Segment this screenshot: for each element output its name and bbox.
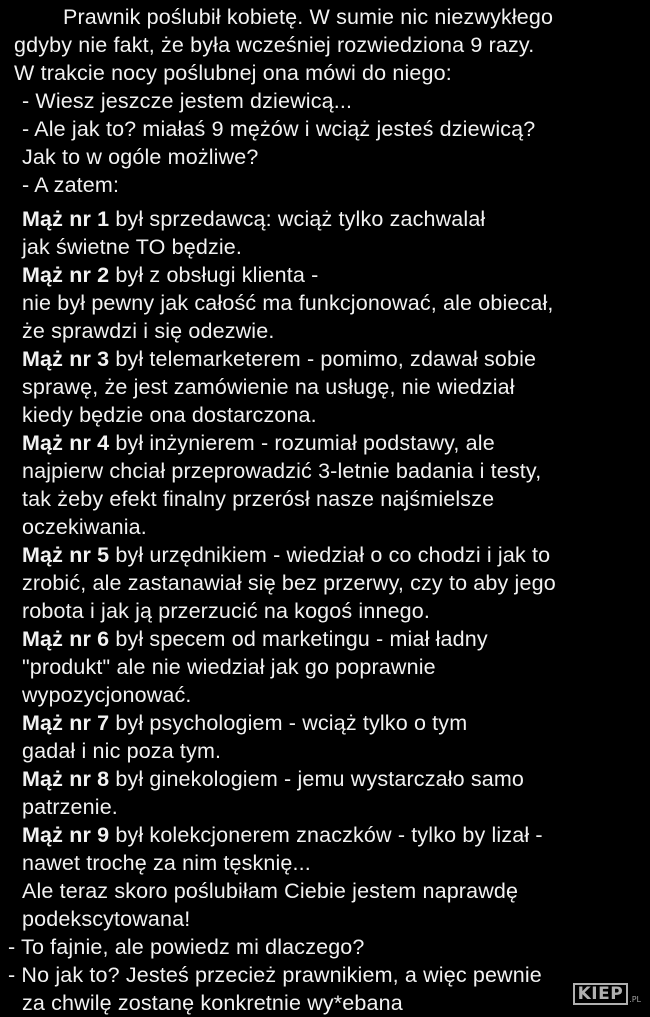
text-span: był z obsługi klienta - (109, 263, 319, 287)
text-line: Jak to w ogóle możliwe? (22, 145, 259, 169)
text-span: był kolekcjonerem znaczków - tylko by lizał - (109, 823, 543, 847)
husband-label: Mąż nr 7 (22, 711, 110, 735)
text-line: - Wiesz jeszcze jestem dziewicą... (22, 89, 353, 113)
text-span: był inżynierem - rozumiał podstawy, ale (109, 431, 495, 455)
husband-label: Mąż nr 6 (22, 627, 110, 651)
text-line: za chwilę zostanę konkretnie wy*ebana (22, 991, 403, 1015)
text-line: kiedy będzie ona dostarczona. (22, 403, 317, 427)
husband-label: Mąż nr 4 (22, 431, 110, 455)
text-span: był telemarketerem - pomimo, zdawał sobie (109, 347, 537, 371)
watermark-tld: .PL (629, 995, 641, 1004)
text-span: był sprzedawcą: wciąż tylko zachwalał (109, 207, 486, 231)
text-line: - To fajnie, ale powiedz mi dlaczego? (8, 935, 365, 959)
husband-label: Mąż nr 1 (22, 207, 110, 231)
husband-label: Mąż nr 9 (22, 823, 110, 847)
text-line: sprawę, że jest zamówienie na usługę, nie wiedział (22, 375, 515, 399)
text-line: najpierw chciał przeprowadzić 3-letnie badania i testy, (22, 459, 542, 483)
text-line: gadał i nic poza tym. (22, 739, 222, 763)
watermark-brand: KIEP (573, 983, 629, 1005)
text-line: tak żeby efekt finalny przerósł nasze najśmielsze (22, 487, 495, 511)
husband-label: Mąż nr 2 (22, 263, 110, 287)
text-line: podekscytowana! (22, 907, 191, 931)
text-line: że sprawdzi i się odezwie. (22, 319, 275, 343)
text-line: gdyby nie fakt, że była wcześniej rozwiedziona 9 razy. (14, 33, 535, 57)
text-line: wypozycjonować. (22, 683, 192, 707)
husband-5-line (22, 541, 550, 569)
text-line: jak świetne TO będzie. (22, 235, 243, 259)
text-line: oczekiwania. (22, 515, 147, 539)
husband-7-line (22, 709, 467, 737)
text-line: Prawnik poślubił kobietę. W sumie nic niezwykłego (63, 5, 554, 29)
husband-label: Mąż nr 8 (22, 767, 110, 791)
husband-label: Mąż nr 3 (22, 347, 110, 371)
text-line: patrzenie. (22, 795, 118, 819)
husband-2-line (22, 261, 318, 289)
husband-8-line (22, 765, 524, 793)
text-span: był ginekologiem - jemu wystarczało samo (109, 767, 525, 791)
text-line: - Ale jak to? miałaś 9 mężów i wciąż jesteś dziewicą? (22, 117, 536, 141)
husband-label: Mąż nr 5 (22, 543, 110, 567)
husband-9-line (22, 821, 543, 849)
husband-4-line (22, 429, 495, 457)
text-span: był specem od marketingu - miał ładny (109, 627, 488, 651)
text-line: zrobić, ale zastanawiał się bez przerwy, czy to aby jego (22, 571, 556, 595)
text-line: robota i jak ją przerzucić na kogoś innego. (22, 599, 431, 623)
text-line: nie był pewny jak całość ma funkcjonować, ale obiecał, (22, 291, 554, 315)
text-line: Ale teraz skoro poślubiłam Ciebie jestem naprawdę (22, 879, 519, 903)
text-line: "produkt" ale nie wiedział jak go poprawnie (22, 655, 436, 679)
kiep-watermark (573, 983, 641, 1005)
text-line: - No jak to? Jesteś przecież prawnikiem, a więc pewnie (8, 963, 542, 987)
husband-1-line (22, 205, 485, 233)
text-line: W trakcie nocy poślubnej ona mówi do niego: (14, 61, 452, 85)
text-span: był psychologiem - wciąż tylko o tym (109, 711, 468, 735)
text-span: był urzędnikiem - wiedział o co chodzi i jak to (109, 543, 551, 567)
husband-6-line (22, 625, 488, 653)
text-line: nawet trochę za nim tęsknię... (22, 851, 311, 875)
husband-3-line (22, 345, 536, 373)
text-line: - A zatem: (22, 173, 120, 197)
